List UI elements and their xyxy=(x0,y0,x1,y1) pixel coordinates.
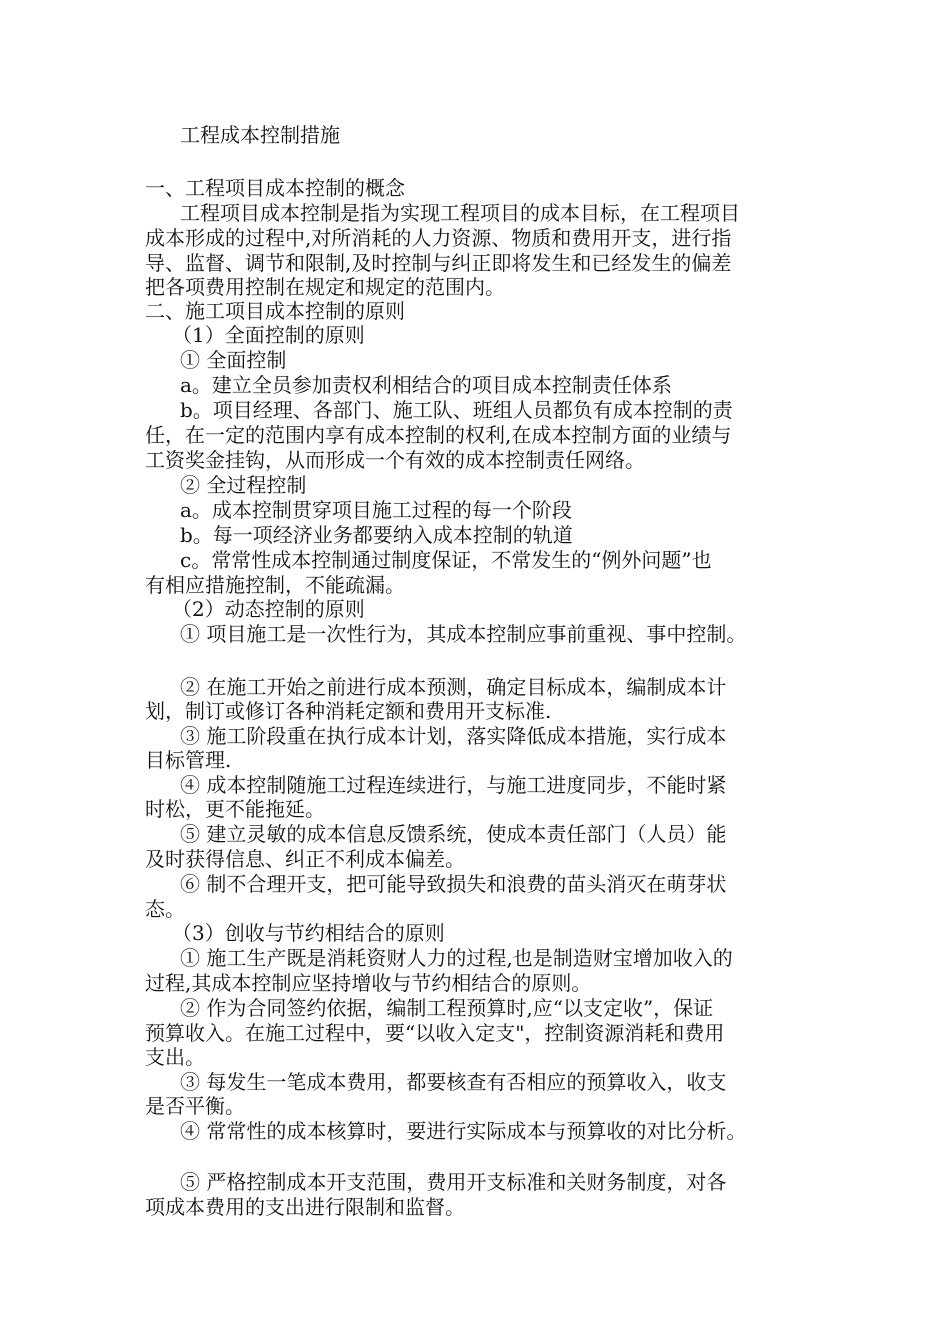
document-title: 工程成本控制措施 xyxy=(180,123,340,147)
paragraph-line: ① 项目施工是一次性行为，其成本控制应事前重视、事中控制。 xyxy=(180,622,747,646)
paragraph-line: a。成本控制贯穿项目施工过程的每一个阶段 xyxy=(180,498,572,522)
item-heading: ② 全过程控制 xyxy=(180,473,307,497)
paragraph-line: 划，制订或修订各种消耗定额和费用开支标准. xyxy=(145,699,552,723)
paragraph-line: ④ 成本控制随施工过程连续进行，与施工进度同步，不能时紧 xyxy=(180,773,727,797)
paragraph-line: 任，在一定的范围内享有成本控制的权利,在成本控制方面的业绩与 xyxy=(145,423,732,447)
paragraph-line: 过程,其成本控制应坚持增收与节约相结合的原则。 xyxy=(145,971,592,995)
paragraph-line: ④ 常常性的成本核算时，要进行实际成本与预算收的对比分析。 xyxy=(180,1119,747,1143)
paragraph-line: 是否平衡。 xyxy=(145,1094,245,1118)
paragraph-line: b。每一项经济业务都要纳入成本控制的轨道 xyxy=(180,523,573,547)
paragraph-line: ⑤ 严格控制成本开支范围，费用开支标准和关财务制度，对各 xyxy=(180,1170,727,1194)
paragraph-line: ③ 施工阶段重在执行成本计划，落实降低成本措施，实行成本 xyxy=(180,724,727,748)
paragraph-line: 项成本费用的支出进行限制和监督。 xyxy=(145,1195,465,1219)
paragraph-line: 成本形成的过程中,对所消耗的人力资源、物质和费用开支，进行指 xyxy=(145,226,732,250)
paragraph-line: 有相应措施控制，不能疏漏。 xyxy=(145,573,405,597)
paragraph-line: 态。 xyxy=(145,897,185,921)
paragraph-line: 目标管理. xyxy=(145,748,232,772)
subsection-heading-3: （3）创收与节约相结合的原则 xyxy=(172,921,445,945)
paragraph-line: 支出。 xyxy=(145,1045,205,1069)
paragraph-line: ⑤ 建立灵敏的成本信息反馈系统，使成本责任部门（人员）能 xyxy=(180,822,727,846)
paragraph-line: a。建立全员参加责权利相结合的项目成本控制责任体系 xyxy=(180,373,672,397)
paragraph-line: 时松，更不能拖延。 xyxy=(145,797,325,821)
paragraph-line: ⑥ 制不合理开支，把可能导致损失和浪费的苗头消灭在萌芽状 xyxy=(180,872,727,896)
paragraph-line: 工程项目成本控制是指为实现工程项目的成本目标，在工程项目 xyxy=(180,201,740,225)
paragraph-line: ② 作为合同签约依据，编制工程预算时,应“以支定收”，保证 xyxy=(180,996,714,1020)
paragraph-line: c。常常性成本控制通过制度保证，不常发生的“例外问题”也 xyxy=(180,548,712,572)
paragraph-line: b。项目经理、各部门、施工队、班组人员都负有成本控制的责 xyxy=(180,398,733,422)
item-heading: ① 全面控制 xyxy=(180,348,287,372)
paragraph-line: ② 在施工开始之前进行成本预测，确定目标成本，编制成本计 xyxy=(180,675,727,699)
paragraph-line: 预算收入。在施工过程中，要“以收入定支"，控制资源消耗和费用 xyxy=(145,1021,725,1045)
paragraph-line: ③ 每发生一笔成本费用，都要核查有否相应的预算收入，收支 xyxy=(180,1070,727,1094)
paragraph-line: 把各项费用控制在规定和规定的范围内。 xyxy=(145,275,505,299)
subsection-heading-2: （2）动态控制的原则 xyxy=(172,597,365,621)
paragraph-line: 工资奖金挂钩，从而形成一个有效的成本控制责任网络。 xyxy=(145,448,645,472)
paragraph-line: 及时获得信息、纠正不利成本偏差。 xyxy=(145,847,465,871)
paragraph-line: ① 施工生产既是消耗资财人力的过程,也是制造财宝增加收入的 xyxy=(180,946,733,970)
section-heading-2: 二、施工项目成本控制的原则 xyxy=(145,299,405,323)
subsection-heading-1: （1）全面控制的原则 xyxy=(172,323,365,347)
paragraph-line: 导、监督、调节和限制,及时控制与纠正即将发生和已经发生的偏差 xyxy=(145,251,732,275)
section-heading-1: 一、工程项目成本控制的概念 xyxy=(145,176,405,200)
